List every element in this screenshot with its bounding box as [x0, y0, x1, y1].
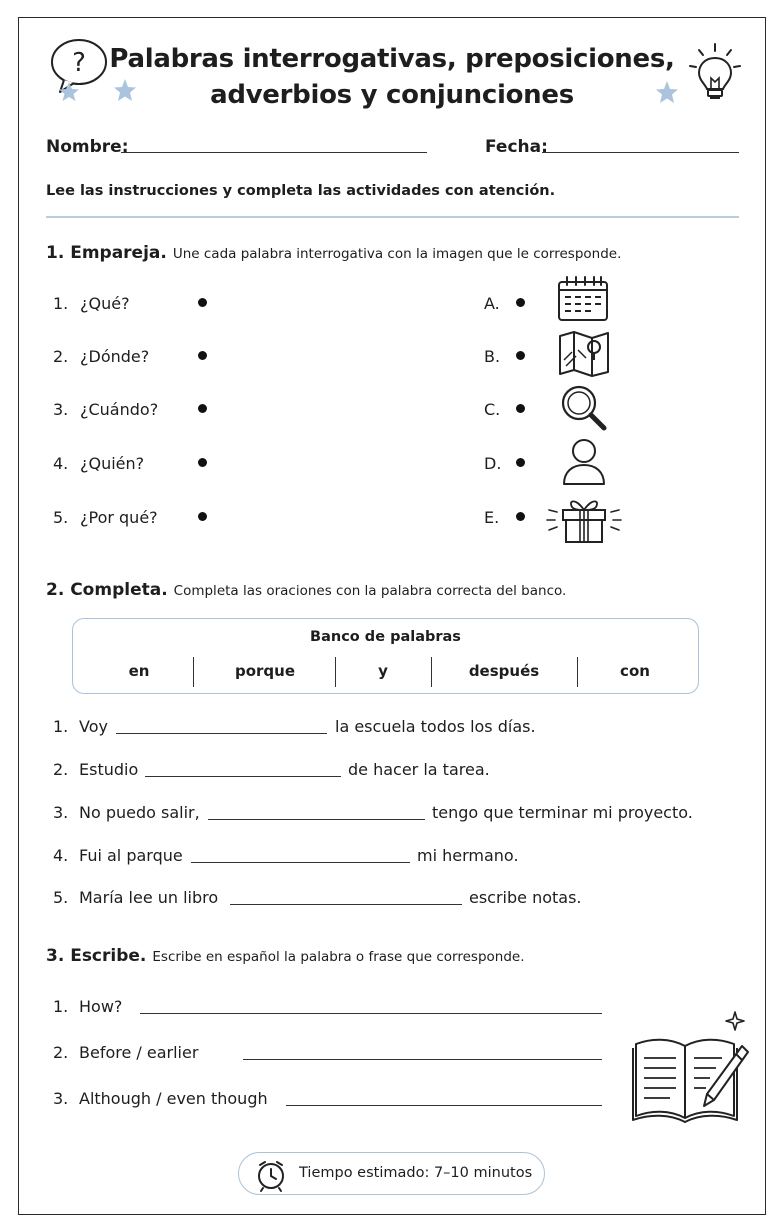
match-dot-left[interactable]: [198, 351, 207, 360]
answer-c-letter: C.: [484, 400, 501, 419]
match-dot-right[interactable]: [516, 298, 525, 307]
answer-e-letter: E.: [484, 508, 500, 527]
write-3-number: 3.: [53, 1089, 69, 1108]
sentence-5-number: 5.: [53, 888, 69, 907]
word-bank: [72, 618, 699, 694]
notebook-pencil-icon: [630, 1008, 754, 1128]
match-dot-right[interactable]: [516, 458, 525, 467]
sentence-2-before: Estudio: [79, 760, 139, 779]
question-2-text: ¿Dónde?: [80, 347, 150, 366]
name-label: Nombre:: [46, 137, 129, 157]
date-label: Fecha:: [485, 137, 548, 157]
page-title: Palabras interrogativas, preposiciones,: [109, 44, 675, 74]
question-3-text: ¿Cuándo?: [80, 400, 159, 419]
page-subtitle: adverbios y conjunciones: [210, 80, 574, 110]
sentence-1-before: Voy: [79, 717, 108, 736]
sentence-4-blank[interactable]: [191, 862, 410, 863]
sentence-2-number: 2.: [53, 760, 69, 779]
bank-word: porque: [234, 662, 296, 680]
write-3-text: Although / even though: [79, 1089, 268, 1108]
time-estimate-text: Tiempo estimado: 7–10 minutos: [299, 1165, 533, 1181]
sentence-2-after: de hacer la tarea.: [348, 760, 490, 779]
match-dot-left[interactable]: [198, 512, 207, 521]
question-3-number: 3.: [53, 400, 69, 419]
question-1-text: ¿Qué?: [80, 294, 130, 313]
map-icon: [558, 330, 610, 378]
sentence-3-blank[interactable]: [208, 819, 425, 820]
sentence-3-before: No puedo salir,: [79, 803, 200, 822]
write-3-answer-line[interactable]: [286, 1105, 602, 1106]
bank-separator: [335, 657, 336, 687]
question-5-number: 5.: [53, 508, 69, 527]
sentence-5-blank[interactable]: [230, 904, 462, 905]
sentence-4-before: Fui al parque: [79, 846, 183, 865]
clock-icon: [255, 1159, 287, 1191]
sentence-5-before: María lee un libro: [79, 888, 219, 907]
answer-b-letter: B.: [484, 347, 501, 366]
sentence-1-after: la escuela todos los días.: [335, 717, 536, 736]
match-dot-right[interactable]: [516, 351, 525, 360]
sentence-3-after: tengo que terminar mi proyecto.: [432, 803, 693, 822]
question-5-text: ¿Por qué?: [80, 508, 158, 527]
write-2-answer-line[interactable]: [243, 1059, 602, 1060]
calendar-icon: [557, 274, 609, 324]
svg-text:?: ?: [72, 48, 86, 78]
bank-word: y: [378, 662, 388, 680]
section3-heading: [46, 946, 525, 966]
match-dot-right[interactable]: [516, 512, 525, 521]
person-icon: [562, 438, 608, 488]
section1-heading: [46, 243, 621, 263]
bank-separator: [577, 657, 578, 687]
word-bank-title: Banco de palabras: [310, 629, 461, 645]
bank-word: en: [128, 662, 150, 680]
bank-word: después: [468, 662, 540, 680]
sentence-1-number: 1.: [53, 717, 69, 736]
sentence-4-number: 4.: [53, 846, 69, 865]
question-4-number: 4.: [53, 454, 69, 473]
question-1-number: 1.: [53, 294, 69, 313]
answer-a-letter: A.: [484, 294, 500, 313]
section3-description: Escribe en español la palabra o frase que corresponde.: [152, 949, 525, 965]
sentence-2-blank[interactable]: [145, 776, 341, 777]
section2-description: Completa las oraciones con la palabra correcta del banco.: [173, 583, 567, 599]
sentence-3-number: 3.: [53, 803, 69, 822]
date-field[interactable]: [542, 152, 739, 153]
question-2-number: 2.: [53, 347, 69, 366]
gift-icon: [545, 494, 623, 546]
time-estimate-badge: [238, 1152, 545, 1195]
match-dot-left[interactable]: [198, 404, 207, 413]
bank-separator: [431, 657, 432, 687]
sentence-5-after: escribe notas.: [469, 888, 582, 907]
magnifier-icon: [560, 384, 610, 434]
answer-d-letter: D.: [484, 454, 502, 473]
write-1-number: 1.: [53, 997, 69, 1016]
section2-title: 2. Completa.: [46, 580, 168, 600]
section1-description: Une cada palabra interrogativa con la imagen que le corresponde.: [172, 246, 622, 262]
write-1-answer-line[interactable]: [140, 1013, 602, 1014]
section3-title: 3. Escribe.: [46, 946, 147, 966]
write-2-number: 2.: [53, 1043, 69, 1062]
bank-word: con: [620, 662, 650, 680]
write-2-text: Before / earlier: [79, 1043, 199, 1062]
write-1-text: How?: [79, 997, 123, 1016]
name-field[interactable]: [121, 152, 427, 153]
sentence-4-after: mi hermano.: [417, 846, 519, 865]
match-dot-left[interactable]: [198, 298, 207, 307]
instructions: Lee las instrucciones y completa las actividades con atención.: [46, 183, 556, 199]
match-dot-left[interactable]: [198, 458, 207, 467]
section2-heading: [46, 580, 566, 600]
sentence-1-blank[interactable]: [116, 733, 327, 734]
bank-separator: [193, 657, 194, 687]
match-dot-right[interactable]: [516, 404, 525, 413]
divider: [46, 216, 739, 218]
question-4-text: ¿Quién?: [80, 454, 145, 473]
section1-title: 1. Empareja.: [46, 243, 167, 263]
